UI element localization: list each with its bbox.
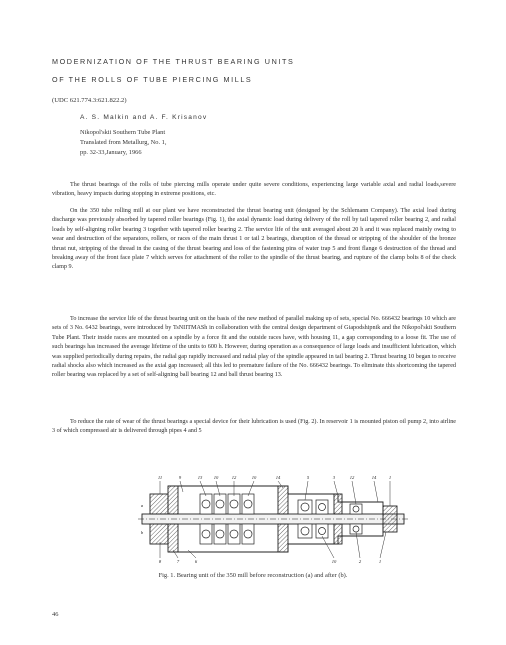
paragraph-1: [52, 181, 456, 200]
paragraph-3-text: To increase the service life of the thrust bearing unit on the basis of the new method of parallel making up of sets, special No. 666432 bearings 10 which are sets of 3 No. 6432 bearings, were introduced by TsNIITMASh in collaboration with the central design department of Giapodshipnik and the Nikopol'skii Southern Tube Plant. Their inside races are mounted on a spindle by a force fit and the outside races have, with housing 11, a gap corresponding to a loose fit. The use of such bearings has increased the average lifetime of the units to 600 h. However, during operation as a consequence of large loads and insufficient lubrication, which was supplied periodically during repairs, the radial gap rapidly increased and radial play of the spindle appeared in tail bearing 2. Thrust bearing 10 began to receive radial shocks also which increased as the axial gap increased; all this led to premature failure of the No. 666432 bearings. To eliminate this shortcoming the tapered roller bearing was replaced by a set of self-aligning ball bearing 12 and ball thrust bearing 13.: [52, 316, 457, 379]
label-10b: 10: [251, 475, 257, 480]
label-10a: 10: [213, 475, 219, 480]
affiliation-line-3: pp. 32-33,January, 1966: [80, 149, 142, 156]
authors: A. S. Malkin and A. F. Krisanov: [80, 114, 208, 121]
label-2: 2: [358, 559, 362, 564]
figure-caption: Fig. 1. Bearing unit of the 350 mill before reconstruction (a) and after (b).: [158, 572, 348, 579]
label-7: 7: [176, 559, 180, 564]
label-a: a: [140, 503, 144, 508]
affiliation-line-2: Translated from Metallurg, No. 1,: [80, 139, 167, 146]
paragraph-2: [52, 207, 456, 273]
title-line-1: MODERNIZATION OF THE THRUST BEARING UNITS: [52, 57, 295, 66]
paragraph-4-text: To reduce the rate of wear of the thrust bearings a special device for their lubrication is used (Fig. 2). In reservoir 1 is mounted piston oil pump 2, into airline 3 of which compressed air is delivered through pipes 4 and 5: [52, 419, 456, 435]
paragraph-2-text: On the 350 tube rolling mill at our plant we have reconstructed the thrust bearing unit (designed by the Schlemann Company). The axial load during discharge was previously absorbed by tapered roller bearings (Fig. 1), the axial dynamic load during delivery of the roll by tail tapered roller bearing 2, and radial loads by self-aligning roller bearing 3 together with tapered roller bearing 2. The service life of the unit averaged about 20 h and it was replaced mainly owing to wear and destruction of the separators, rollers, or races of the main thrust 1 or tail 2 bearings, disruption of the thread or stripping of the shoulder of the bronze thrust nut, stripping of the thread in the casing of the thrust bearing and loss of the fastening pins of water trap 5 and front flange 6 destruction of the thread and breaking away of the front face plate 7 which serves for attachment of the roller to the spindle of the thrust bearing, and rupture of the clamp bolts 8 of the check clamp 9.: [52, 208, 456, 271]
label-13: 13: [197, 475, 203, 480]
paragraph-1-text: The thrust bearings of the rolls of tube piercing mills operate under quite severe conditions, experiencing large variable axial and radial loads,severe vibration, heavy impacts during stopping in extreme positions, etc.: [52, 182, 456, 198]
label-5: 5: [306, 475, 310, 480]
paragraph-4: [52, 418, 456, 437]
title-line-2: OF THE ROLLS OF TUBE PIERCING MILLS: [52, 75, 253, 84]
bearing-unit-drawing: [138, 472, 408, 564]
label-10c: 10: [331, 559, 337, 564]
label-12a: 12: [231, 475, 237, 480]
label-1-top: 1: [388, 475, 392, 480]
paragraph-3: [52, 315, 456, 381]
label-11: 11: [157, 475, 163, 480]
housing-outline: [138, 486, 408, 552]
label-14b: 14: [371, 475, 377, 480]
affiliation-line-1: Nikopol'skii Southern Tube Plant: [80, 129, 166, 136]
label-8: 8: [158, 559, 162, 564]
label-b: b: [140, 530, 144, 535]
label-12b: 12: [349, 475, 355, 480]
label-6: 6: [194, 559, 198, 564]
label-14a: 14: [275, 475, 281, 480]
label-3: 3: [332, 475, 336, 480]
page-number: 46: [52, 611, 59, 618]
udc-code: (UDC 621.774.3:621.822.2): [52, 97, 127, 104]
label-1-bottom: 1: [378, 559, 382, 564]
label-9: 9: [178, 475, 182, 480]
